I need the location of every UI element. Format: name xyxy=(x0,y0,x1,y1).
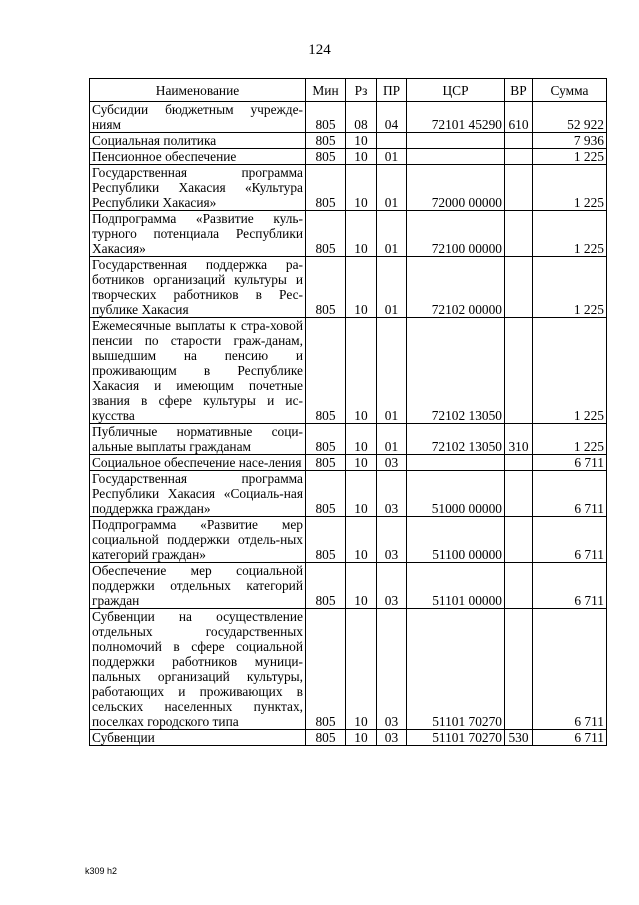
row-vr xyxy=(505,257,533,318)
row-vr xyxy=(505,318,533,424)
row-min: 805 xyxy=(306,455,346,471)
row-min: 805 xyxy=(306,257,346,318)
row-rz: 10 xyxy=(346,211,377,257)
row-min: 805 xyxy=(306,730,346,746)
row-rz: 10 xyxy=(346,517,377,563)
header-pr: ПР xyxy=(377,79,407,102)
row-sum: 52 922 xyxy=(533,102,607,133)
row-sum: 6 711 xyxy=(533,517,607,563)
row-sum: 7 936 xyxy=(533,133,607,149)
row-csr: 51101 00000 xyxy=(407,563,505,609)
row-vr xyxy=(505,609,533,730)
table-row xyxy=(90,149,607,165)
row-pr: 01 xyxy=(377,424,407,455)
row-csr: 72102 13050 xyxy=(407,424,505,455)
row-csr: 51101 70270 xyxy=(407,730,505,746)
row-name: Субвенции xyxy=(90,730,306,746)
row-min: 805 xyxy=(306,517,346,563)
row-name: Субвенции на осуществление отдельных государственных полномочий в сфере социальной поддержки работников муници-пальных организаций культуры, работающих и проживающих в сельских населенных пунктах, поселках городского типа xyxy=(90,609,306,730)
row-sum: 6 711 xyxy=(533,471,607,517)
row-name: Государственная поддержка ра-ботников организаций культуры и творческих работников в Рес-публике Хакасия xyxy=(90,257,306,318)
table-row xyxy=(90,318,607,424)
header-rz: Рз xyxy=(346,79,377,102)
row-vr xyxy=(505,165,533,211)
header-csr: ЦСР xyxy=(407,79,505,102)
row-sum: 1 225 xyxy=(533,211,607,257)
row-name: Ежемесячные выплаты к стра-ховой пенсии по старости граж-данам, вышедшим на пенсию и проживающим в Республике Хакасия и имеющим почетные звания в сфере культуры и ис-кусства xyxy=(90,318,306,424)
table-header-row xyxy=(90,79,607,102)
table-row xyxy=(90,730,607,746)
row-pr: 01 xyxy=(377,165,407,211)
row-rz: 10 xyxy=(346,133,377,149)
row-vr xyxy=(505,133,533,149)
row-name: Субсидии бюджетным учрежде-ниям xyxy=(90,102,306,133)
row-pr: 03 xyxy=(377,730,407,746)
row-sum: 1 225 xyxy=(533,318,607,424)
row-rz: 10 xyxy=(346,609,377,730)
header-sum: Сумма xyxy=(533,79,607,102)
row-name: Подпрограмма «Развитие куль-турного потенциала Республики Хакасия» xyxy=(90,211,306,257)
row-pr: 01 xyxy=(377,257,407,318)
row-sum: 6 711 xyxy=(533,609,607,730)
row-min: 805 xyxy=(306,318,346,424)
row-csr: 72100 00000 xyxy=(407,211,505,257)
row-rz: 10 xyxy=(346,165,377,211)
row-csr xyxy=(407,133,505,149)
table-row xyxy=(90,609,607,730)
row-min: 805 xyxy=(306,102,346,133)
row-name: Обеспечение мер социальной поддержки отдельных категорий граждан xyxy=(90,563,306,609)
row-vr xyxy=(505,517,533,563)
row-pr: 03 xyxy=(377,609,407,730)
row-csr xyxy=(407,149,505,165)
row-min: 805 xyxy=(306,424,346,455)
row-vr xyxy=(505,563,533,609)
row-vr xyxy=(505,471,533,517)
row-pr: 04 xyxy=(377,102,407,133)
row-name: Социальная политика xyxy=(90,133,306,149)
row-pr: 03 xyxy=(377,563,407,609)
row-sum: 1 225 xyxy=(533,424,607,455)
row-csr: 72101 45290 xyxy=(407,102,505,133)
row-rz: 10 xyxy=(346,455,377,471)
row-pr: 01 xyxy=(377,211,407,257)
table-row xyxy=(90,471,607,517)
row-name: Публичные нормативные соци-альные выплаты гражданам xyxy=(90,424,306,455)
header-vr: ВР xyxy=(505,79,533,102)
table-row xyxy=(90,133,607,149)
table-row xyxy=(90,102,607,133)
row-csr xyxy=(407,455,505,471)
row-csr: 72000 00000 xyxy=(407,165,505,211)
table-row xyxy=(90,517,607,563)
row-pr: 03 xyxy=(377,471,407,517)
row-pr xyxy=(377,133,407,149)
row-rz: 10 xyxy=(346,318,377,424)
table-row xyxy=(90,424,607,455)
budget-table xyxy=(89,78,607,746)
row-min: 805 xyxy=(306,133,346,149)
row-min: 805 xyxy=(306,165,346,211)
row-csr: 51100 00000 xyxy=(407,517,505,563)
row-rz: 10 xyxy=(346,257,377,318)
row-csr: 72102 00000 xyxy=(407,257,505,318)
row-rz: 10 xyxy=(346,149,377,165)
header-name: Наименование xyxy=(90,79,306,102)
row-rz: 10 xyxy=(346,563,377,609)
row-vr: 310 xyxy=(505,424,533,455)
row-sum: 6 711 xyxy=(533,455,607,471)
row-sum: 1 225 xyxy=(533,257,607,318)
table-row xyxy=(90,211,607,257)
row-min: 805 xyxy=(306,149,346,165)
row-name: Государственная программа Республики Хакасия «Культура Республики Хакасия» xyxy=(90,165,306,211)
row-min: 805 xyxy=(306,609,346,730)
row-pr: 01 xyxy=(377,318,407,424)
table-row xyxy=(90,563,607,609)
row-name: Социальное обеспечение насе-ления xyxy=(90,455,306,471)
row-sum: 6 711 xyxy=(533,563,607,609)
row-name: Подпрограмма «Развитие мер социальной поддержки отдель-ных категорий граждан» xyxy=(90,517,306,563)
row-rz: 08 xyxy=(346,102,377,133)
row-vr: 610 xyxy=(505,102,533,133)
row-vr: 530 xyxy=(505,730,533,746)
row-rz: 10 xyxy=(346,730,377,746)
row-name: Пенсионное обеспечение xyxy=(90,149,306,165)
row-rz: 10 xyxy=(346,471,377,517)
row-rz: 10 xyxy=(346,424,377,455)
row-pr: 03 xyxy=(377,455,407,471)
row-vr xyxy=(505,455,533,471)
table-row xyxy=(90,165,607,211)
row-csr: 51101 70270 xyxy=(407,609,505,730)
row-sum: 6 711 xyxy=(533,730,607,746)
row-min: 805 xyxy=(306,471,346,517)
table-row xyxy=(90,455,607,471)
row-sum: 1 225 xyxy=(533,165,607,211)
table-row xyxy=(90,257,607,318)
row-min: 805 xyxy=(306,211,346,257)
row-pr: 03 xyxy=(377,517,407,563)
header-min: Мин xyxy=(306,79,346,102)
row-pr: 01 xyxy=(377,149,407,165)
row-csr: 72102 13050 xyxy=(407,318,505,424)
page-number: 124 xyxy=(308,42,331,58)
row-csr: 51000 00000 xyxy=(407,471,505,517)
footer-code: k309 h2 xyxy=(85,866,118,876)
row-name: Государственная программа Республики Хакасия «Социаль-ная поддержка граждан» xyxy=(90,471,306,517)
row-vr xyxy=(505,149,533,165)
row-min: 805 xyxy=(306,563,346,609)
row-sum: 1 225 xyxy=(533,149,607,165)
row-vr xyxy=(505,211,533,257)
